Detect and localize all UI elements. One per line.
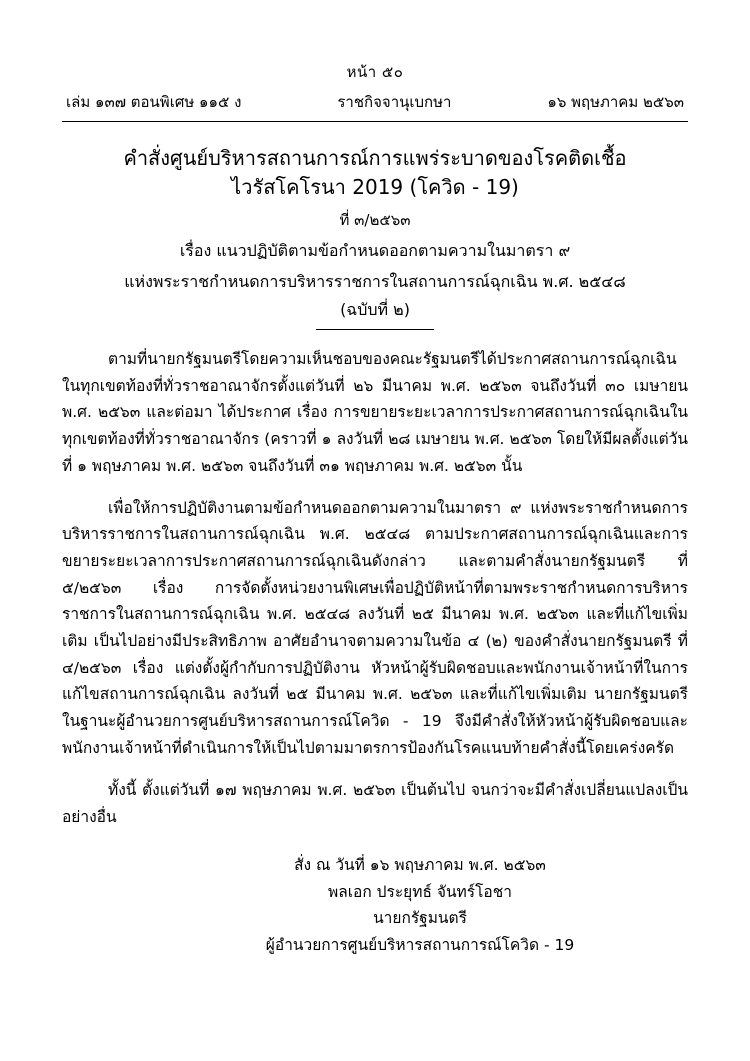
- paragraph-1: [62, 346, 688, 479]
- order-number: ที่ ๓/๒๕๖๓: [339, 211, 411, 229]
- subject-line-1: เรื่อง แนวปฏิบัติตามข้อกำหนดออกตามความในมาตรา ๙: [179, 241, 571, 260]
- page-header: [62, 60, 688, 122]
- document-body: [62, 346, 688, 830]
- header-date: ๑๖ พฤษภาคม ๒๕๖๓: [547, 93, 684, 111]
- paragraph-2: [62, 495, 688, 762]
- paragraph-3-text: ทั้งนี้ ตั้งแต่วันที่ ๑๗ พฤษภาคม พ.ศ. ๒๕๖๓ เป็นต้นไป จนกว่าจะมีคำสั่งเปลี่ยนแปลงเป็นอย่างอื่น: [62, 780, 688, 826]
- signatory-name: พลเอก ประยุทธ์ จันทร์โอชา: [328, 882, 512, 901]
- header-row: [62, 90, 688, 114]
- paragraph-1-text: ตามที่นายกรัฐมนตรีโดยความเห็นชอบของคณะรัฐมนตรีได้ประกาศสถานการณ์ฉุกเฉินในทุกเขตท้องที่ทั่วราชอาณาจักรตั้งแต่วันที่ ๒๖ มีนาคม พ.ศ. ๒๕๖๓ จนถึงวันที่ ๓๐ เมษายน พ.ศ. ๒๕๖๓ และต่อมา ได้ประกาศ เรื่อง การขยายระยะเวลาการประกาศสถานการณ์ฉุกเฉินในทุกเขตท้องที่ทั่วราชอาณาจักร (คราวที่ ๑ ลงวันที่ ๒๘ เมษายน พ.ศ. ๒๕๖๓ โดยให้มีผลตั้งแต่วันที่ ๑ พฤษภาคม พ.ศ. ๒๕๖๓ จนถึงวันที่ ๓๑ พฤษภาคม พ.ศ. ๒๕๖๓ นั้น: [62, 350, 688, 475]
- header-volume: เล่ม ๑๓๗ ตอนพิเศษ ๑๑๕ ง: [66, 93, 242, 111]
- signature-block: [62, 852, 688, 959]
- title-block: [62, 144, 688, 330]
- title-line-1: คำสั่งศูนย์บริหารสถานการณ์การแพร่ระบาดของโรคติดเชื้อ: [123, 146, 627, 170]
- title-line-2: ไวรัสโคโรนา 2019 (โควิด - 19): [231, 175, 519, 199]
- edition-label: (ฉบับที่ ๒): [340, 300, 410, 319]
- header-divider: [62, 121, 688, 122]
- header-gazette-name: ราชกิจจานุเบกษา: [337, 93, 452, 111]
- signatory-position-secondary: ผู้อำนวยการศูนย์บริหารสถานการณ์โควิด - 19: [265, 936, 575, 955]
- paragraph-3: [62, 777, 688, 830]
- subject-line-2: แห่งพระราชกำหนดการบริหารราชการในสถานการณ์ฉุกเฉิน พ.ศ. ๒๕๔๘: [124, 272, 626, 291]
- signatory-position-primary: นายกรัฐมนตรี: [373, 909, 467, 928]
- title-divider: [316, 329, 434, 330]
- paragraph-2-text: เพื่อให้การปฏิบัติงานตามข้อกำหนดออกตามความในมาตรา ๙ แห่งพระราชกำหนดการบริหารราชการในสถานการณ์ฉุกเฉิน พ.ศ. ๒๕๔๘ ตามประกาศสถานการณ์ฉุกเฉินและการขยายระยะเวลาการประกาศสถานการณ์ฉุกเฉินดังกล่าว และตามคำสั่งนายกรัฐมนตรี ที่ ๕/๒๕๖๓ เรื่อง การจัดตั้งหน่วยงานพิเศษเพื่อปฏิบัติหน้าที่ตามพระราชกำหนดการบริหารราชการในสถานการณ์ฉุกเฉิน พ.ศ. ๒๕๔๘ ลงวันที่ ๒๕ มีนาคม พ.ศ. ๒๕๖๓ และที่แก้ไขเพิ่มเติม เป็นไปอย่างมีประสิทธิภาพ อาศัยอำนาจตามความในข้อ ๔ (๒) ของคำสั่งนายกรัฐมนตรี ที่ ๔/๒๕๖๓ เรื่อง แต่งตั้งผู้กำกับการปฏิบัติงาน หัวหน้าผู้รับผิดชอบและพนักงานเจ้าหน้าที่ในการแก้ไขสถานการณ์ฉุกเฉิน ลงวันที่ ๒๕ มีนาคม พ.ศ. ๒๕๖๓ และที่แก้ไขเพิ่มเติม นายกรัฐมนตรีในฐานะผู้อำนวยการศูนย์บริหารสถานการณ์โควิด - 19 จึงมีคำสั่งให้หัวหน้าผู้รับผิดชอบและพนักงานเจ้าหน้าที่ดำเนินการให้เป็นไปตามมาตรการป้องกันโรคแนบท้ายคำสั่งนี้โดยเคร่งครัด: [62, 498, 688, 757]
- page-number: หน้า ๕๐: [346, 63, 404, 81]
- signature-date: สั่ง ณ วันที่ ๑๖ พฤษภาคม พ.ศ. ๒๕๖๓: [294, 856, 546, 875]
